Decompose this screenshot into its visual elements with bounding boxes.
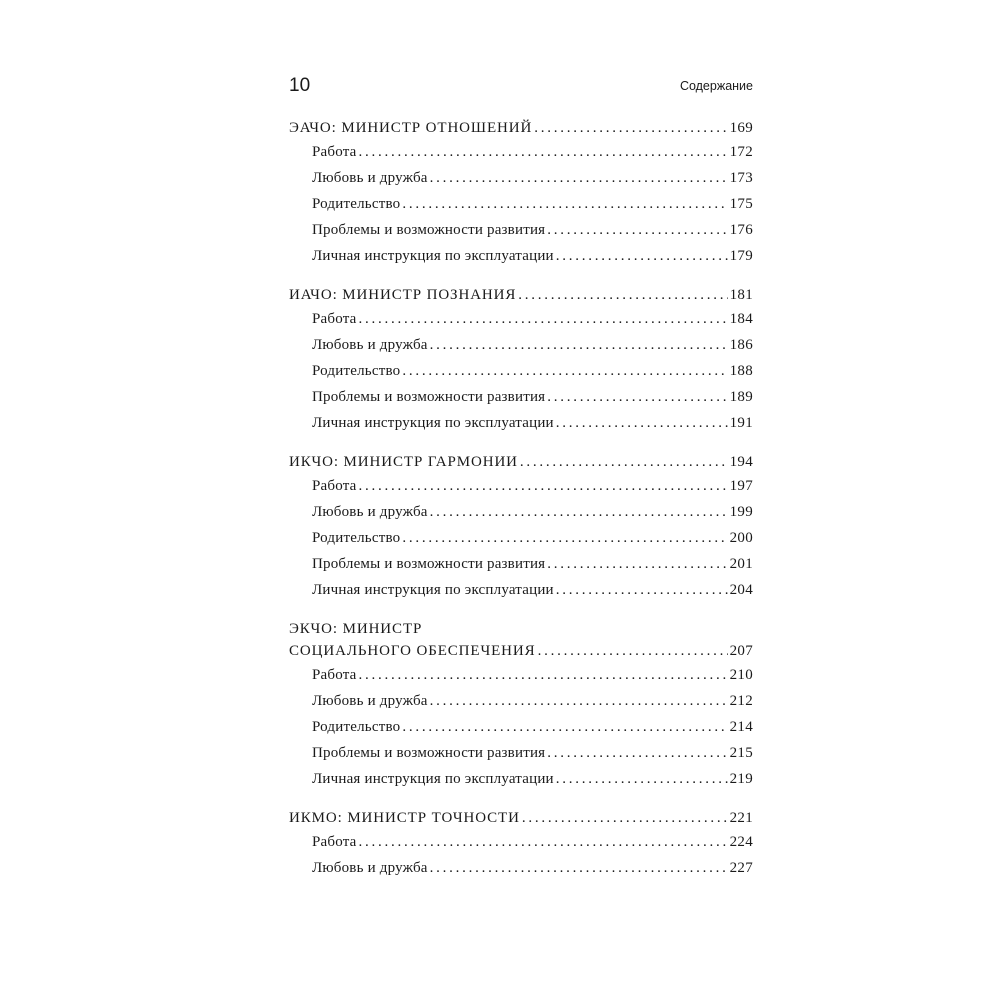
toc-entry-label: Любовь и дружба xyxy=(312,860,428,876)
toc-entry[interactable] xyxy=(289,332,753,358)
dot-leader xyxy=(402,525,727,551)
toc-page-number: 173 xyxy=(729,170,753,186)
toc-page-number: 210 xyxy=(729,667,753,683)
toc-page-number: 191 xyxy=(729,415,753,431)
toc-entry[interactable] xyxy=(289,191,753,217)
toc-section-heading[interactable] xyxy=(289,451,753,473)
toc-page-number: 219 xyxy=(729,771,753,787)
toc-page-number: 175 xyxy=(729,196,753,212)
toc-heading-label: ИКМО: МИНИСТР ТОЧНОСТИ xyxy=(289,810,520,826)
toc-heading-label: ИКЧО: МИНИСТР ГАРМОНИИ xyxy=(289,454,518,470)
toc-entry[interactable] xyxy=(289,740,753,766)
toc-page-number: 186 xyxy=(729,337,753,353)
toc-page-number: 199 xyxy=(729,504,753,520)
toc-page-number: 221 xyxy=(729,810,753,826)
dot-leader xyxy=(430,165,728,191)
toc-entry[interactable] xyxy=(289,766,753,792)
dot-leader xyxy=(359,306,728,332)
toc-entry[interactable] xyxy=(289,829,753,855)
toc-page-number: 181 xyxy=(729,287,753,303)
toc-page-number: 184 xyxy=(729,311,753,327)
page-number: 10 xyxy=(289,75,311,96)
toc-page-number: 214 xyxy=(729,719,753,735)
dot-leader xyxy=(402,714,727,740)
toc-entry[interactable] xyxy=(289,714,753,740)
dot-leader xyxy=(359,473,728,499)
toc-entry[interactable] xyxy=(289,358,753,384)
toc-page-number: 194 xyxy=(729,454,753,470)
toc-entry-label: Личная инструкция по эксплуатации xyxy=(312,248,554,264)
toc-entry[interactable] xyxy=(289,384,753,410)
toc-page-number: 215 xyxy=(729,745,753,761)
dot-leader xyxy=(359,662,728,688)
toc-entry-label: Родительство xyxy=(312,530,401,546)
toc-page-number: 227 xyxy=(729,860,753,876)
dot-leader xyxy=(522,807,728,829)
table-of-contents xyxy=(289,117,753,896)
dot-leader xyxy=(556,766,728,792)
dot-leader xyxy=(359,829,728,855)
toc-heading-label: СОЦИАЛЬНОГО ОБЕСПЕЧЕНИЯ xyxy=(289,643,536,659)
toc-page-number: 188 xyxy=(729,363,753,379)
dot-leader xyxy=(430,688,728,714)
dot-leader xyxy=(402,191,727,217)
toc-entry-label: Родительство xyxy=(312,719,401,735)
toc-entry[interactable] xyxy=(289,577,753,603)
toc-entry-label: Любовь и дружба xyxy=(312,170,428,186)
toc-entry[interactable] xyxy=(289,551,753,577)
toc-entry-label: Личная инструкция по эксплуатации xyxy=(312,771,554,787)
dot-leader xyxy=(556,243,728,269)
dot-leader xyxy=(547,740,727,766)
toc-section-heading[interactable] xyxy=(289,807,753,829)
toc-entry-label: Работа xyxy=(312,478,357,494)
toc-page-number: 169 xyxy=(729,120,753,136)
toc-entry-label: Родительство xyxy=(312,196,401,212)
toc-section xyxy=(289,284,753,436)
toc-entry-label: Работа xyxy=(312,144,357,160)
toc-entry[interactable] xyxy=(289,499,753,525)
dot-leader xyxy=(430,855,728,881)
toc-entry[interactable] xyxy=(289,306,753,332)
toc-entry[interactable] xyxy=(289,217,753,243)
toc-entry-label: Проблемы и возможности развития xyxy=(312,556,546,572)
toc-entry[interactable] xyxy=(289,662,753,688)
toc-page-number: 212 xyxy=(729,693,753,709)
toc-section-heading[interactable] xyxy=(289,640,753,662)
dot-leader xyxy=(547,551,727,577)
toc-heading-label: ЭАЧО: МИНИСТР ОТНОШЕНИЙ xyxy=(289,120,533,136)
toc-entry[interactable] xyxy=(289,855,753,881)
running-head-title: Содержание xyxy=(679,79,753,93)
toc-entry-label: Личная инструкция по эксплуатации xyxy=(312,582,554,598)
dot-leader xyxy=(430,499,728,525)
toc-entry[interactable] xyxy=(289,243,753,269)
toc-entry-label: Проблемы и возможности развития xyxy=(312,745,546,761)
toc-page-number: 189 xyxy=(729,389,753,405)
toc-section xyxy=(289,117,753,269)
dot-leader xyxy=(402,358,727,384)
toc-page-number: 200 xyxy=(729,530,753,546)
dot-leader xyxy=(518,284,727,306)
dot-leader xyxy=(520,451,728,473)
toc-page-number: 179 xyxy=(729,248,753,264)
dot-leader xyxy=(359,139,728,165)
toc-page-number: 197 xyxy=(729,478,753,494)
toc-section-heading-line: ЭКЧО: МИНИСТР xyxy=(289,621,423,637)
toc-entry[interactable] xyxy=(289,688,753,714)
toc-entry-label: Проблемы и возможности развития xyxy=(312,389,546,405)
toc-entry-label: Любовь и дружба xyxy=(312,504,428,520)
toc-entry-label: Любовь и дружба xyxy=(312,337,428,353)
dot-leader xyxy=(534,117,727,139)
toc-entry[interactable] xyxy=(289,473,753,499)
toc-entry-label: Родительство xyxy=(312,363,401,379)
dot-leader xyxy=(547,384,727,410)
toc-entry[interactable] xyxy=(289,165,753,191)
toc-entry[interactable] xyxy=(289,410,753,436)
toc-section xyxy=(289,807,753,881)
toc-page-number: 176 xyxy=(729,222,753,238)
toc-entry-label: Проблемы и возможности развития xyxy=(312,222,546,238)
toc-entry-label: Любовь и дружба xyxy=(312,693,428,709)
toc-entry-label: Работа xyxy=(312,667,357,683)
toc-section xyxy=(289,451,753,603)
toc-entry-label: Личная инструкция по эксплуатации xyxy=(312,415,554,431)
toc-page-number: 224 xyxy=(729,834,753,850)
toc-heading-label: ИАЧО: МИНИСТР ПОЗНАНИЯ xyxy=(289,287,517,303)
dot-leader xyxy=(547,217,727,243)
toc-entry-label: Работа xyxy=(312,311,357,327)
dot-leader xyxy=(556,577,728,603)
toc-entry[interactable] xyxy=(289,139,753,165)
running-head xyxy=(289,74,753,98)
dot-leader xyxy=(538,640,728,662)
toc-section-heading[interactable] xyxy=(289,284,753,306)
toc-page-number: 172 xyxy=(729,144,753,160)
toc-entry[interactable] xyxy=(289,525,753,551)
dot-leader xyxy=(556,410,728,436)
toc-section-heading[interactable] xyxy=(289,117,753,139)
toc-section xyxy=(289,618,753,792)
dot-leader xyxy=(430,332,728,358)
toc-entry-label: Работа xyxy=(312,834,357,850)
toc-page-number: 207 xyxy=(729,643,753,659)
toc-page-number: 204 xyxy=(729,582,753,598)
toc-page-number: 201 xyxy=(729,556,753,572)
